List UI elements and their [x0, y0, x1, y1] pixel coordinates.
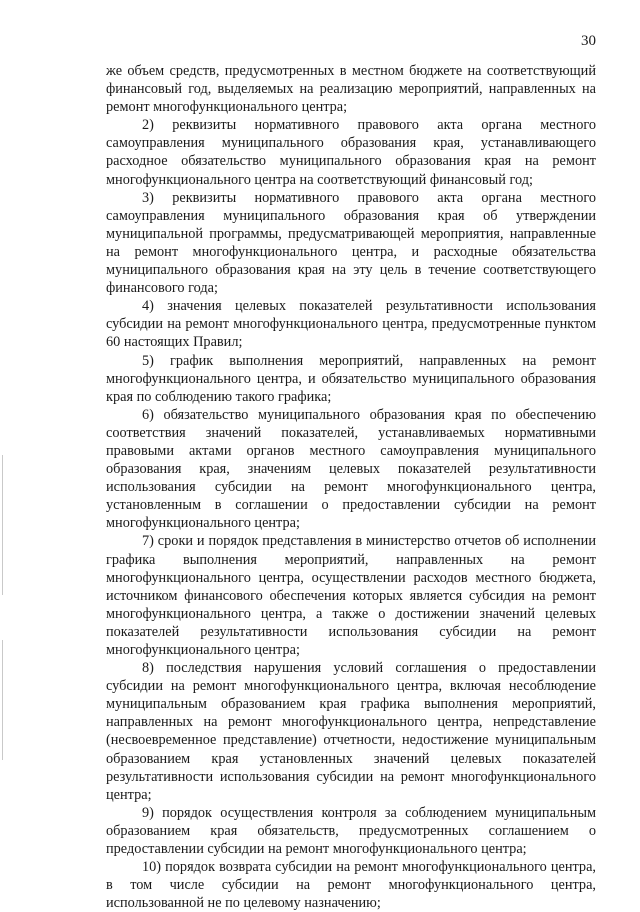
paragraph-continuation: же объем средств, предусмотренных в местном бюджете на соответствующий финансовый год, выделяемых на реализацию мероприятий, направленных на ремонт многофункционального центра;	[106, 63, 596, 116]
paragraph-item-3: 3) реквизиты нормативного правового акта органа местного самоуправления муниципального образования края об утверждении муниципальной программы, предусматривающей мероприятия, направленные на ремонт многофункционального центра, и расходные обязательства муниципального образования края на эту цель в течение соответствующего финансового года;	[106, 189, 596, 297]
paragraph-item-4: 4) значения целевых показателей результативности использования субсидии на ремонт многофункционального центра, предусмотренные пунктом 60 настоящих Правил;	[106, 298, 596, 351]
paragraph-item-5: 5) график выполнения мероприятий, направленных на ремонт многофункционального центра, и обязательство муниципального образования края по соблюдению такого графика;	[106, 352, 596, 405]
paragraph-item-9: 9) порядок осуществления контроля за соблюдением муниципальным образованием края обязательств, предусмотренных соглашением о предоставлении субсидии на ремонт многофункционального центра;	[106, 804, 596, 858]
paragraph-item-2: 2) реквизиты нормативного правового акта органа местного самоуправления муниципального образования края, устанавливающего расходное обязательство муниципального образования края на ремонт многофункционального центра на соответствующий финансовый год;	[106, 117, 596, 188]
document-body	[106, 62, 596, 912]
paragraph-item-8: 8) последствия нарушения условий соглашения о предоставлении субсидии на ремонт многофункционального центра, включая несоблюдение муниципальным образованием края графика выполнения мероприятий, направленных на ремонт многофункционального центра, непредставление (несвоевременное представление) отчетности, недостижение муниципальным образованием края установленных значений целевых показателей результативности использования субсидии на ремонт многофункционального центра;	[106, 660, 596, 803]
paragraph-item-10: 10) порядок возврата субсидии на ремонт многофункционального центра, в том числе субсидии на ремонт многофункционального центра, использованной не по целевому назначению;	[106, 859, 596, 912]
scan-margin-line	[2, 640, 3, 760]
paragraph-item-6: 6) обязательство муниципального образования края по обеспечению соответствия значений показателей, устанавливаемых нормативными правовыми актами органов местного самоуправления муниципального образования края, значениям целевых показателей результативности использования субсидии на ремонт многофункционального центра, установленным в соглашении о предоставлении субсидии на ремонт многофункционального центра;	[106, 406, 596, 532]
page-number: 30	[581, 33, 596, 49]
paragraph-item-7: 7) сроки и порядок представления в министерство отчетов об исполнении графика выполнения мероприятий, направленных на ремонт многофункционального центра, осуществлении расходов местного бюджета, источником финансового обеспечения которых является субсидия на ремонт многофункционального центра, а также о достижении значений целевых показателей результативности использования субсидии на ремонт многофункционального центра;	[106, 533, 596, 658]
scan-margin-line	[2, 455, 3, 595]
